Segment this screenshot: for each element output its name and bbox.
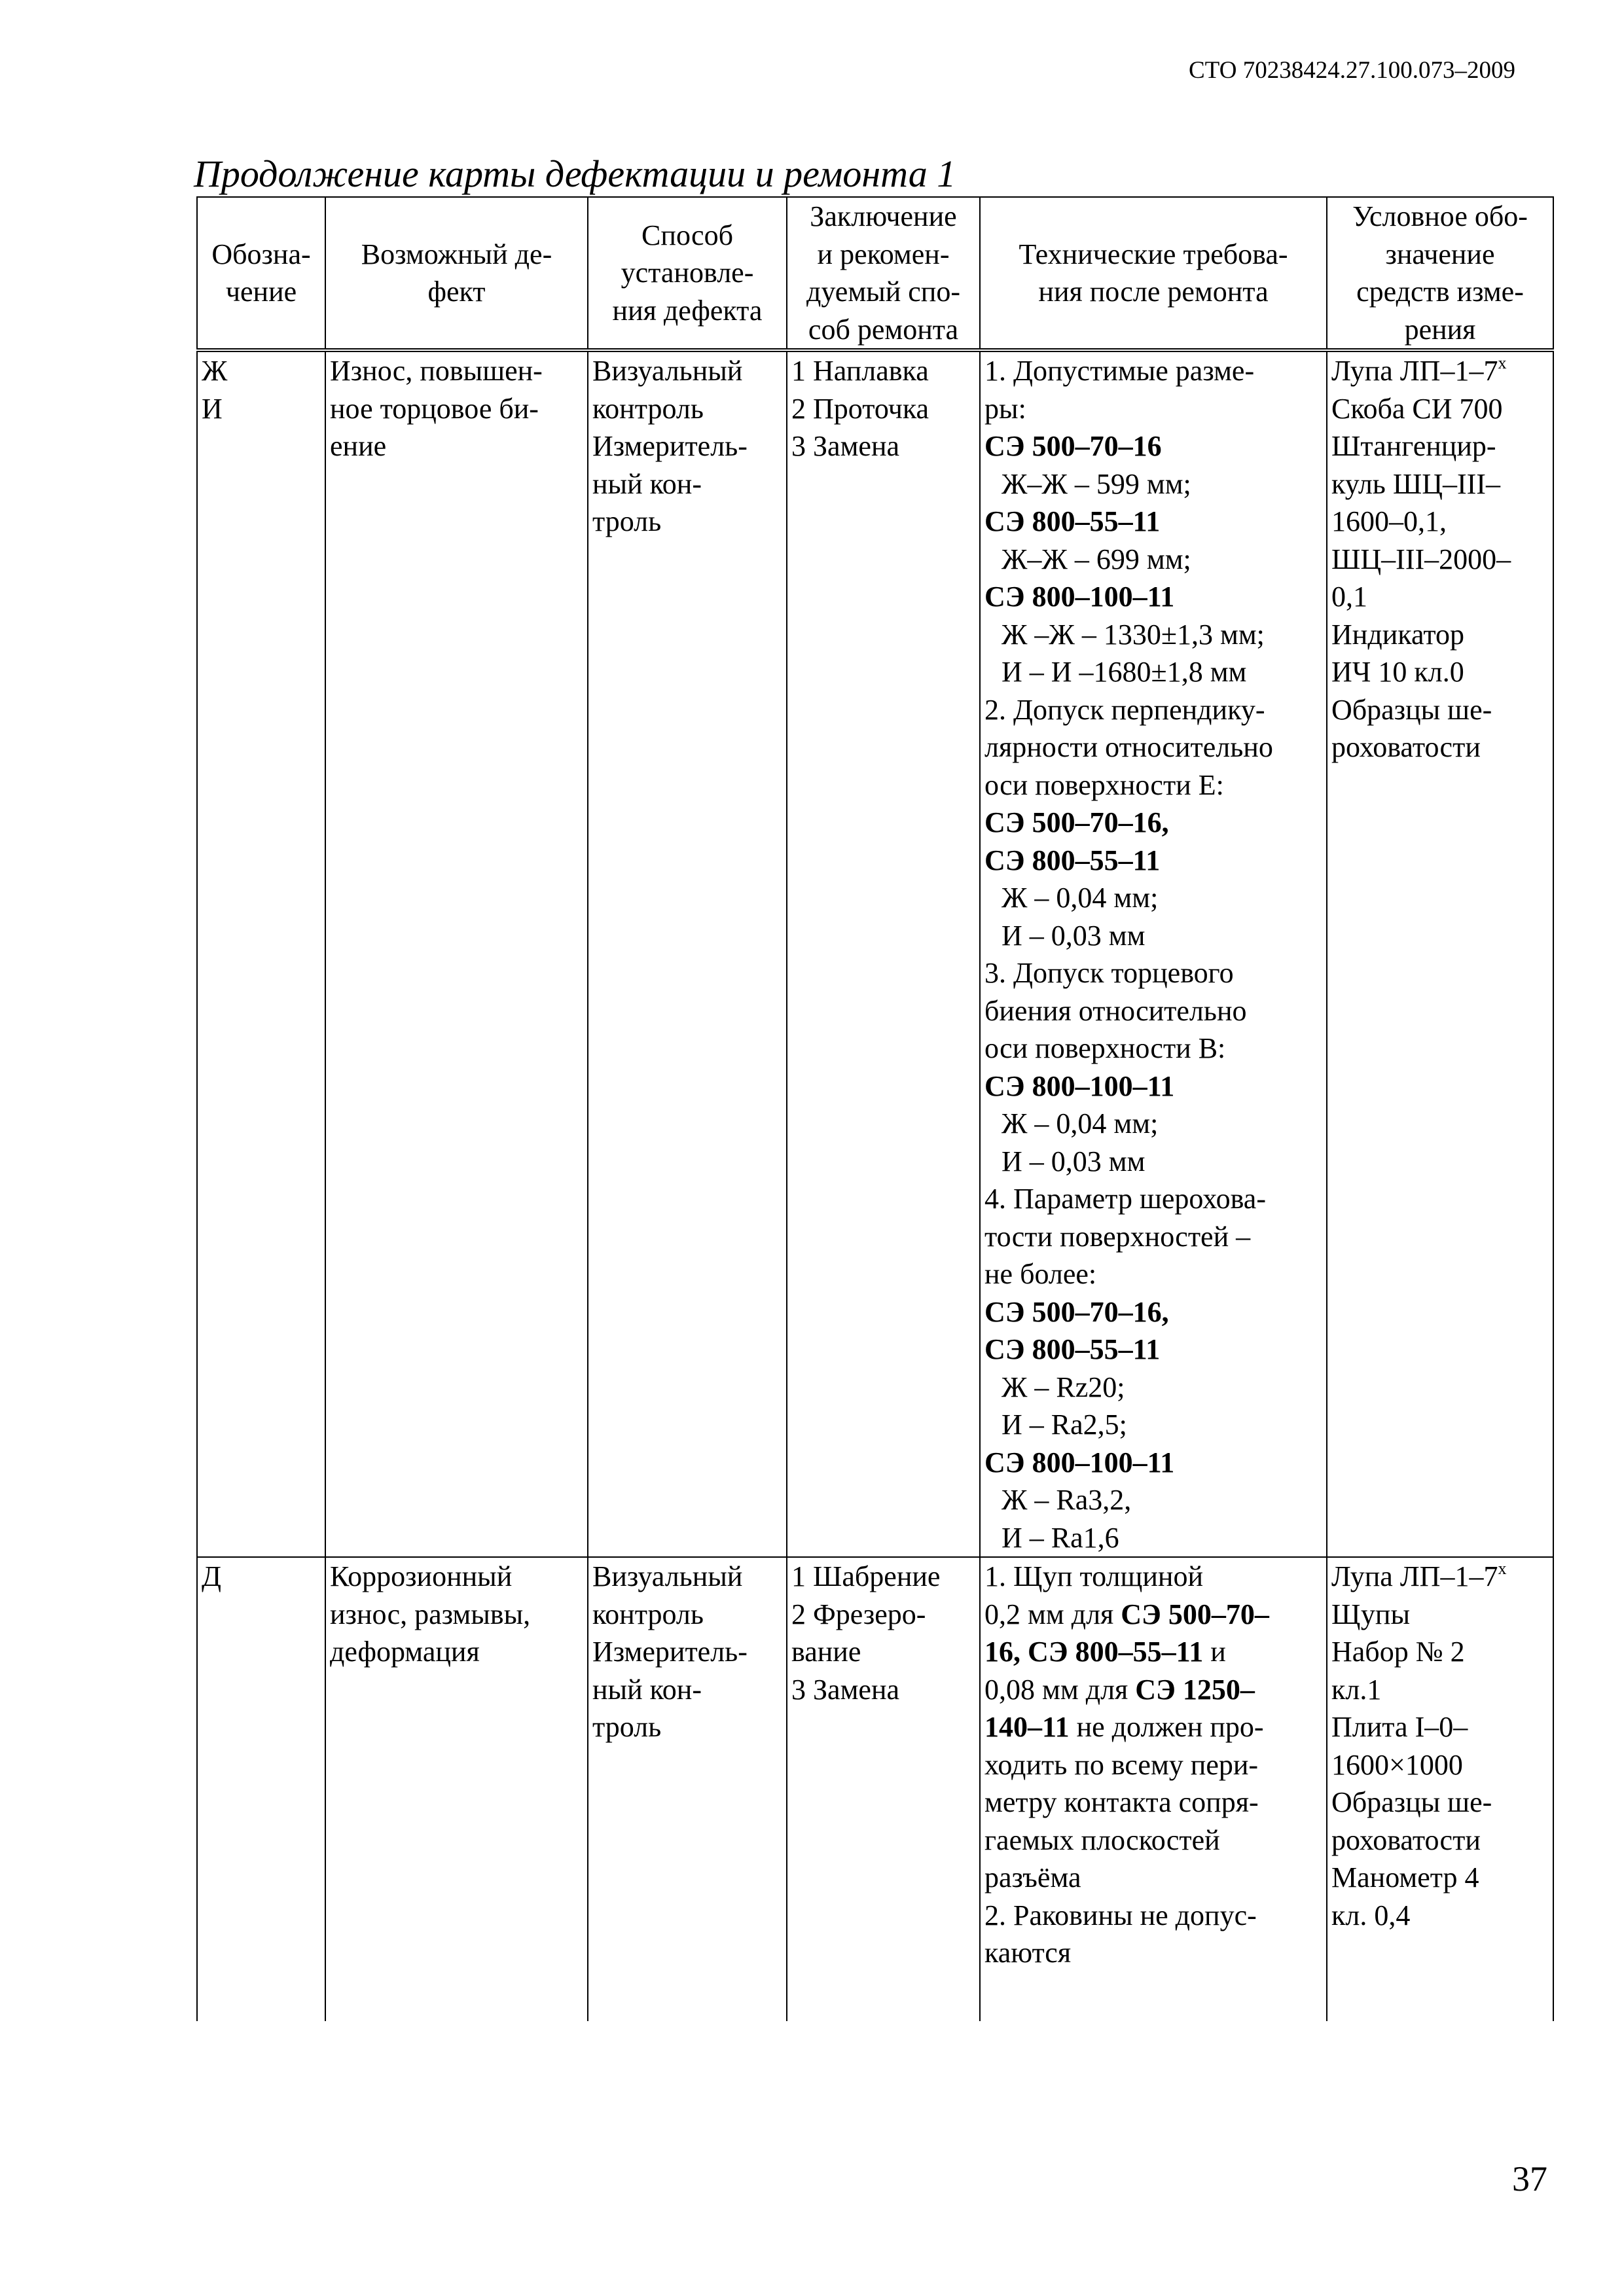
text-line: ИЧ 10 кл.0 [1331,656,1464,688]
req-value-line: Ж – 0,04 мм; [1001,1107,1159,1139]
page-number: 37 [1512,2159,1547,2198]
req-line: оси поверхности В: [984,1032,1226,1064]
text-line: 1600–0,1, [1331,505,1447,537]
text-line: значение [1385,238,1495,270]
text-line: контроль [592,392,704,425]
text-line: 1600×1000 [1331,1748,1463,1781]
req-model-line: СЭ 800–100–11 [984,1069,1175,1102]
text-line: ение [330,430,387,462]
req-model-line: СЭ 800–55–11 [984,505,1161,537]
text-line: Ж [202,355,228,387]
text-line: соб ремонта [808,313,959,346]
text-line: износ, размывы, [330,1598,531,1630]
req-line: 1. Допустимые разме- [984,355,1255,387]
text-line: Технические требова- [1019,238,1288,270]
req-line: лярности относительно [984,731,1273,763]
cell-method [588,350,787,1557]
text-line: ное торцовое би- [330,392,539,425]
text-line: троль [592,1711,662,1743]
text-line: деформация [330,1636,480,1668]
text-line: роховатости [1331,1823,1481,1856]
text-line: кл. 0,4 [1331,1899,1411,1931]
req-line: биения относительно [984,994,1247,1027]
req-value-line: И – 0,03 мм [1001,1145,1146,1177]
text-line: Способ [641,219,733,251]
req-line: каются [984,1937,1072,1969]
text-line: Заключение [810,200,957,232]
cell-designation [197,1557,325,2021]
text-line: Образцы ше- [1331,693,1492,726]
cell-defect [325,1557,588,2021]
req-model-line: СЭ 500–70–16, [984,806,1169,838]
req-line: 140–11 не должен про- [984,1711,1264,1743]
text-line: Износ, повышен- [330,355,543,387]
text-line: роховатости [1331,731,1481,763]
text-line: ный кон- [592,1673,702,1706]
req-value-line: И – Ra2,5; [1001,1408,1127,1441]
req-model-line: СЭ 500–70–16, [984,1295,1169,1328]
table-row [197,350,1553,1557]
text-line: Визуальный [592,1560,743,1592]
req-line: ходить по всему пери- [984,1748,1259,1781]
req-model-line: СЭ 800–100–11 [984,581,1175,613]
text-line: 1 Шабрение [791,1560,941,1592]
req-line: 0,08 мм для СЭ 1250– [984,1673,1255,1706]
text-line: Щупы [1331,1598,1411,1630]
req-line: метру контакта сопря- [984,1786,1259,1818]
header-technical-requirements [980,197,1327,350]
text-line: дуемый спо- [806,276,961,308]
text-line: Обозна- [211,238,311,270]
req-model-line: СЭ 500–70–16 [984,430,1162,462]
text-line: и рекомен- [817,238,950,270]
req-value-line: И – Ra1,6 [1001,1521,1119,1554]
text-line: контроль [592,1598,704,1630]
req-line: не более: [984,1258,1097,1290]
text-line: Плита I–0– [1331,1711,1468,1743]
text-line: рения [1404,313,1476,346]
cell-requirements [980,1557,1327,2021]
text-line: ШЦ–III–2000– [1331,543,1511,575]
text-line: Образцы ше- [1331,1786,1492,1818]
cell-designation [197,350,325,1557]
table-header-row [197,197,1553,350]
req-line: тости поверхностей – [984,1220,1251,1253]
text-line: Коррозионный [330,1560,513,1592]
text-line: Манометр 4 [1331,1861,1479,1893]
req-line: гаемых плоскостей [984,1823,1220,1856]
req-line: 3. Допуск торцевого [984,957,1234,989]
instrument-line: Лупа $ЛП-1-7^х$ [1331,353,1507,387]
text-line: Возможный де- [361,238,552,270]
cell-instruments [1327,350,1553,1557]
continuation-title: Продолжение карты дефектации и ремонта 1 [194,152,956,195]
text-line: кл.1 [1331,1673,1382,1706]
req-value-line: И – 0,03 мм [1001,919,1146,952]
text-line: троль [592,505,662,537]
cell-method [588,1557,787,2021]
header-measuring-instruments [1327,197,1553,350]
req-line: 4. Параметр шерохова- [984,1183,1266,1215]
header-designation [197,197,325,350]
text-line: Набор № 2 [1331,1636,1465,1668]
req-value-line: Ж – 0,04 мм; [1001,882,1159,914]
text-line: 3 Замена [791,430,900,462]
cell-requirements [980,350,1327,1557]
req-line: 2. Допуск перпендику- [984,693,1265,726]
text-line: ный кон- [592,467,702,500]
text-line: средств изме- [1356,276,1524,308]
req-line: оси поверхности Е: [984,768,1224,801]
req-line: 0,2 мм для СЭ 500–70– [984,1598,1269,1630]
text-line: вание [791,1636,861,1668]
text-line: 2 Проточка [791,392,929,425]
req-value-line: Ж – Rz20; [1001,1371,1125,1403]
req-model-line: СЭ 800–55–11 [984,844,1161,876]
text-line: ния дефекта [612,294,763,327]
req-model-line: СЭ 800–100–11 [984,1446,1175,1479]
req-value-line: И – И –1680±1,8 мм [1001,656,1247,688]
req-model-line: СЭ 800–55–11 [984,1333,1161,1365]
text-line: Измеритель- [592,1636,748,1668]
text-line: 1 Наплавка [791,355,929,387]
table-row [197,1557,1553,2021]
header-detection-method [588,197,787,350]
cell-instruments [1327,1557,1553,2021]
cell-repair [787,1557,980,2021]
text-line: Условное обо- [1352,200,1528,232]
text-line: Д [202,1560,222,1592]
req-line: 16, СЭ 800–55–11 и [984,1636,1226,1668]
text-line: Индикатор [1331,618,1465,651]
text-line: И [202,392,223,425]
req-value-line: Ж –Ж – 1330±1,3 мм; [1001,618,1265,651]
text-line: фект [427,276,486,308]
cell-repair [787,350,980,1557]
text-line: 0,1 [1331,581,1367,613]
req-line: 1. Щуп толщиной [984,1560,1204,1592]
text-line: 3 Замена [791,1673,900,1706]
header-repair-conclusion [787,197,980,350]
defect-repair-table [196,196,1554,2021]
req-value-line: Ж–Ж – 599 мм; [1001,467,1191,500]
text-line: чение [225,276,297,308]
text-line: Визуальный [592,355,743,387]
req-line: разъёма [984,1861,1081,1893]
document-code: СТО 70238424.27.100.073–2009 [1189,57,1516,84]
text-line: ния после ремонта [1038,276,1269,308]
req-value-line: Ж–Ж – 699 мм; [1001,543,1191,575]
text-line: Скоба СИ 700 [1331,392,1503,425]
cell-defect [325,350,588,1557]
req-value-line: Ж – Ra3,2, [1001,1484,1132,1516]
text-line: Штангенцир- [1331,430,1496,462]
req-line: 2. Раковины не допус- [984,1899,1257,1931]
text-line: Измеритель- [592,430,748,462]
text-line: 2 Фрезеро- [791,1598,926,1630]
req-line: ры: [984,392,1026,425]
text-line: куль ШЦ–III– [1331,467,1500,500]
header-possible-defect [325,197,588,350]
instrument-line: Лупа $ЛП-1-7^х$ [1331,1559,1507,1592]
text-line: установле- [621,257,754,289]
